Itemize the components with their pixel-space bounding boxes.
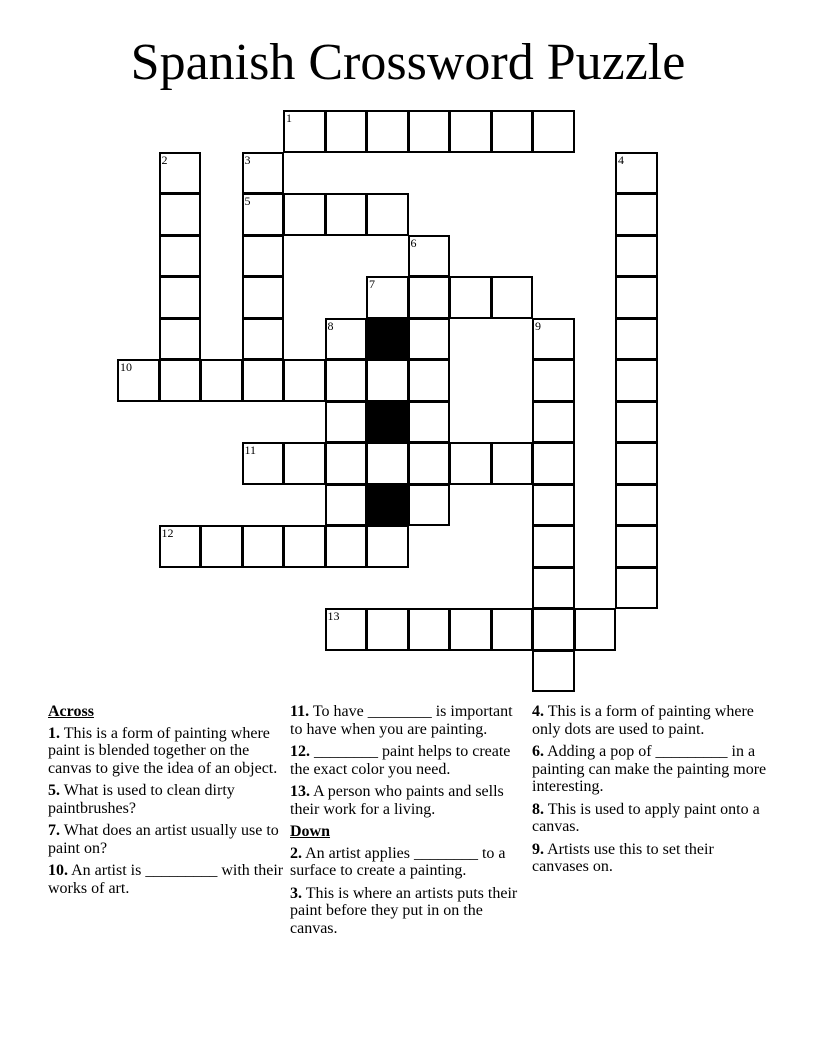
crossword-cell[interactable]	[325, 525, 368, 568]
crossword-cell[interactable]	[242, 193, 285, 236]
crossword-cell[interactable]	[491, 608, 534, 651]
crossword-cell[interactable]	[242, 359, 285, 402]
crossword-cell[interactable]	[449, 110, 492, 153]
crossword-cell[interactable]	[242, 442, 285, 485]
crossword-cell[interactable]	[408, 359, 451, 402]
crossword-cell[interactable]	[366, 359, 409, 402]
crossword-cell[interactable]	[449, 442, 492, 485]
across-heading: Across	[48, 703, 94, 720]
crossword-cell[interactable]	[283, 110, 326, 153]
crossword-cell[interactable]	[159, 525, 202, 568]
crossword-cell[interactable]	[408, 442, 451, 485]
across-clue-5: 5. What is used to clean dirty paintbrushes?	[48, 782, 235, 817]
down-clue-8: 8. This is used to apply paint onto a canvas.	[532, 800, 760, 835]
crossword-cell[interactable]	[532, 484, 575, 527]
down-heading: Down	[290, 823, 331, 840]
crossword-cell[interactable]	[159, 359, 202, 402]
across-clue-12: 12. ________ paint helps to create the exact color you need.	[290, 743, 511, 778]
clue-number: 5	[244, 194, 251, 208]
crossword-cell[interactable]	[242, 276, 285, 319]
crossword-cell[interactable]	[615, 152, 658, 195]
clue-number: 7	[369, 277, 375, 291]
crossword-cell[interactable]	[366, 442, 409, 485]
crossword-cell[interactable]	[408, 235, 451, 278]
crossword-cell[interactable]	[615, 359, 658, 402]
crossword-cell[interactable]	[366, 193, 409, 236]
crossword-cell[interactable]	[491, 442, 534, 485]
crossword-cell[interactable]	[242, 235, 285, 278]
across-clue-7: 7. What does an artist usually use to paint on?	[48, 822, 279, 857]
crossword-cell[interactable]	[449, 276, 492, 319]
crossword-cell[interactable]	[532, 608, 575, 651]
crossword-cell[interactable]	[200, 359, 243, 402]
crossword-cell[interactable]	[283, 359, 326, 402]
crossword-cell[interactable]	[408, 484, 451, 527]
across-clue-1: 1. This is a form of painting where paint is blended together on the canvas to give the idea of an object.	[48, 724, 278, 777]
page-title: Spanish Crossword Puzzle	[130, 34, 686, 91]
crossword-cell[interactable]	[574, 608, 617, 651]
crossword-cell[interactable]	[532, 401, 575, 444]
crossword-cell[interactable]	[366, 525, 409, 568]
across-clue-10: 10. An artist is _________ with their works of art.	[48, 862, 284, 897]
crossword-cell[interactable]	[283, 442, 326, 485]
crossword-cell[interactable]	[366, 110, 409, 153]
crossword-cell[interactable]	[408, 608, 451, 651]
crossword-cell[interactable]	[325, 608, 368, 651]
crossword-cell[interactable]	[408, 401, 451, 444]
clue-number: 4	[618, 152, 624, 167]
across-clue-13: 13. A person who paints and sells their work for a living.	[290, 783, 504, 818]
crossword-cell[interactable]	[615, 442, 658, 485]
crossword-cell[interactable]	[242, 152, 285, 195]
crossword-cell[interactable]	[615, 567, 658, 610]
clue-number: 2	[161, 152, 168, 167]
crossword-cell[interactable]	[325, 318, 368, 361]
crossword-cell[interactable]	[117, 359, 160, 402]
crossword-cell[interactable]	[242, 318, 285, 361]
crossword-cell[interactable]	[159, 193, 202, 236]
crossword-cell[interactable]	[159, 318, 202, 361]
clue-number: 1	[286, 111, 292, 125]
crossword-cell[interactable]	[532, 650, 575, 693]
crossword-cell[interactable]	[325, 442, 368, 485]
crossword-cell[interactable]	[449, 608, 492, 651]
crossword-cell[interactable]	[491, 276, 534, 319]
black-cell	[366, 401, 409, 444]
crossword-cell[interactable]	[159, 152, 202, 195]
crossword-cell[interactable]	[532, 525, 575, 568]
clue-column-1	[48, 703, 286, 902]
crossword-cell[interactable]	[325, 484, 368, 527]
crossword-cell[interactable]	[408, 276, 451, 319]
crossword-cell[interactable]	[242, 525, 285, 568]
crossword-cell[interactable]	[408, 110, 451, 153]
clue-column-2	[290, 703, 528, 942]
clue-number: 11	[244, 443, 257, 457]
crossword-cell[interactable]	[615, 235, 658, 278]
crossword-cell[interactable]	[615, 484, 658, 527]
clue-number: 3	[244, 152, 251, 167]
crossword-cell[interactable]	[408, 318, 451, 361]
down-clue-6: 6. Adding a pop of _________ in a painting can make the painting more interesting.	[532, 743, 767, 795]
clue-number: 10	[120, 360, 132, 374]
crossword-cell[interactable]	[532, 442, 575, 485]
crossword-cell[interactable]	[325, 401, 368, 444]
crossword-cell[interactable]	[615, 525, 658, 568]
clue-column-3	[532, 703, 770, 881]
crossword-cell[interactable]	[283, 525, 326, 568]
across-clue-11: 11. To have ________ is important to have when you are painting.	[290, 703, 513, 738]
crossword-cell[interactable]	[615, 193, 658, 236]
black-cell	[366, 484, 409, 527]
down-clue-3: 3. This is where an artists puts their paint before they put in on the canvas.	[290, 884, 518, 937]
crossword-cell[interactable]	[325, 193, 368, 236]
crossword-cell[interactable]	[532, 359, 575, 402]
crossword-cell[interactable]	[532, 567, 575, 610]
crossword-cell[interactable]	[615, 401, 658, 444]
crossword-cell[interactable]	[159, 276, 202, 319]
clue-number: 12	[161, 526, 174, 540]
down-clue-2: 2. An artist applies ________ to a surface to create a painting.	[290, 844, 506, 879]
crossword-cell[interactable]	[200, 525, 243, 568]
clue-number: 9	[535, 318, 541, 333]
crossword-cell[interactable]	[159, 235, 202, 278]
clue-number: 13	[327, 609, 340, 623]
crossword-cell[interactable]	[532, 110, 575, 153]
clue-number: 8	[327, 318, 334, 333]
crossword-cell[interactable]	[615, 276, 658, 319]
crossword-cell[interactable]	[366, 276, 409, 319]
crossword-cell[interactable]	[615, 318, 658, 361]
down-clue-4: 4. This is a form of painting where only dots are used to paint.	[532, 703, 754, 738]
crossword-cell[interactable]	[491, 110, 534, 153]
crossword-cell[interactable]	[325, 359, 368, 402]
crossword-cell[interactable]	[283, 193, 326, 236]
crossword-cell[interactable]	[532, 318, 575, 361]
crossword-cell[interactable]	[325, 110, 368, 153]
down-clue-9: 9. Artists use this to set their canvases on.	[532, 840, 714, 875]
crossword-cell[interactable]	[366, 608, 409, 651]
black-cell	[366, 318, 409, 361]
clue-number: 6	[410, 235, 417, 250]
